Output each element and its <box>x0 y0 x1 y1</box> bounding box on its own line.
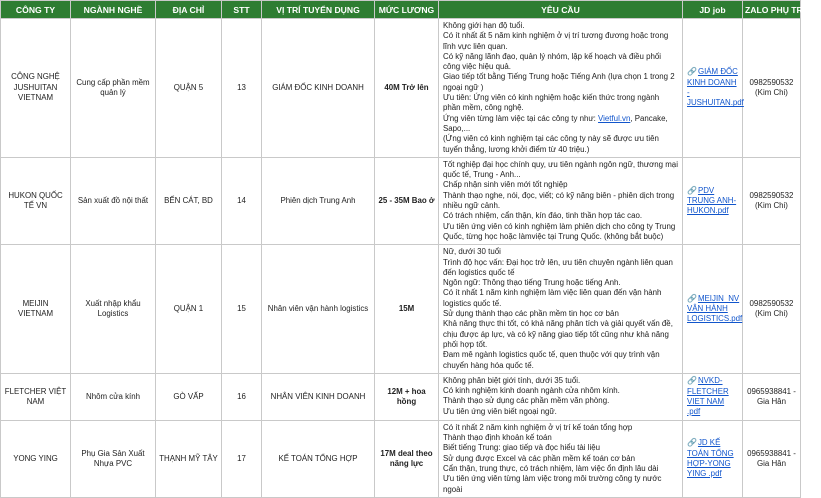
header-row <box>1 1 801 19</box>
table-row <box>1 19 801 158</box>
industry-cell: Cung cấp phần mềm quản lý <box>71 19 156 158</box>
jd-cell[interactable] <box>683 157 743 244</box>
jd-link[interactable]: MEIJIN_NV VẬN HÀNH LOGISTICS.pdf <box>687 293 743 324</box>
requirement-line: Trình độ học vấn: Đại học trở lên, ưu tiên chuyên ngành liên quan đến logistics quốc tế <box>443 257 673 277</box>
requirement-line: Thành thạo định khoản kế toán <box>443 433 552 443</box>
requirement-line: Tốt nghiệp đại học chính quy, ưu tiên ngành ngôn ngữ, thương mại quốc tế, Trung - Anh... <box>443 159 678 180</box>
industry-cell: Xuất nhập khẩu Logistics <box>71 245 156 374</box>
salary-cell: 40M Trở lên <box>375 19 439 158</box>
address-cell: BẾN CÁT, BD <box>156 157 222 244</box>
company-cell: MEIJIN VIETNAM <box>1 245 71 374</box>
vietful-link[interactable]: Vietful.vn <box>598 113 631 123</box>
position-cell: Phiên dịch Trung Anh <box>262 157 375 244</box>
contact-cell: 0982590532 (Kim Chi) <box>743 245 801 374</box>
jd-link[interactable]: GIÁM ĐỐC KINH DOANH - JUSHUITAN.pdf <box>687 67 744 108</box>
requirement-line-with-link <box>443 114 678 135</box>
requirement-line: Không phân biệt giới tính, dưới 35 tuổi. <box>443 375 581 385</box>
table-row <box>1 245 801 374</box>
company-cell: CÔNG NGHỆ JUSHUITAN VIETNAM <box>1 19 71 158</box>
header-stt: STT <box>222 1 262 19</box>
requirement-line: Có trách nhiệm, cẩn thận, kín đáo, tinh thần hợp tác cao. <box>443 211 643 221</box>
jd-link[interactable]: PDV TRUNG ANH-HUKON.pdf <box>687 185 737 216</box>
header-requirements: YÊU CẦU <box>439 1 683 19</box>
table-row <box>1 157 801 244</box>
requirement-line: Đam mê ngành logistics quốc tế, quen thuộc với quy trình vận chuyển hàng hóa quốc tế. <box>443 350 660 370</box>
requirement-line: Thành thạo sử dụng các phần mềm văn phòng. <box>443 396 610 406</box>
requirements-cell <box>439 245 683 374</box>
company-cell: YONG YING <box>1 420 71 497</box>
attachment-icon: 🔗 <box>687 438 697 448</box>
requirement-text: Ứng viên từng làm việc tại các công ty như: <box>443 113 599 123</box>
industry-cell: Nhôm cửa kính <box>71 373 156 420</box>
requirement-line: Nữ, dưới 30 tuổi <box>443 247 501 257</box>
address-cell: QUẬN 5 <box>156 19 222 158</box>
requirement-line: Chấp nhận sinh viên mới tốt nghiệp <box>443 180 568 190</box>
position-cell: KẾ TOÁN TỔNG HỢP <box>262 420 375 497</box>
attachment-icon: 🔗 <box>687 293 697 303</box>
requirement-line: Ưu tiên ứng viên từng làm việc trong môi trường công ty nước ngoài <box>443 474 662 494</box>
position-cell: NHÂN VIÊN KINH DOANH <box>262 373 375 420</box>
jd-cell[interactable] <box>683 373 743 420</box>
table-row <box>1 373 801 420</box>
header-address: ĐỊA CHỈ <box>156 1 222 19</box>
header-contact: ZALO PHỤ TRÁCH <box>743 1 801 19</box>
requirements-cell <box>439 157 683 244</box>
requirements-cell <box>439 420 683 497</box>
requirement-line: Có ít nhất ất 5 năm kinh nghiệm ở vị trí tương đương hoặc trong lĩnh vực liên quan. <box>443 31 669 51</box>
requirement-line: Ngôn ngữ: Thông thạo tiếng Trung hoặc tiếng Anh. <box>443 278 621 288</box>
address-cell: THẠNH MỸ TÂY <box>156 420 222 497</box>
requirement-line: Thành thạo nghe, nói, đọc, viết; có kỹ năng biên - phiên dịch trong nhiều ngữ cảnh. <box>443 190 675 211</box>
requirement-line: (Ứng viên có kinh nghiệm tại các công ty này sẽ được ưu tiên tuyển thẳng, lương khởi điểm từ 40 triệu.) <box>443 134 659 154</box>
stt-cell: 15 <box>222 245 262 374</box>
requirement-line: Biết tiếng Trung: giao tiếp và đọc hiểu tài liệu <box>443 443 601 453</box>
requirement-line: Cẩn thận, trung thực, có trách nhiệm, làm việc ổn định lâu dài <box>443 463 659 473</box>
industry-cell: Phụ Gia Sản Xuất Nhựa PVC <box>71 420 156 497</box>
jd-cell[interactable] <box>683 245 743 374</box>
requirement-line: Sử dụng thành thạo các phần mềm tin học cơ bản <box>443 309 619 319</box>
contact-cell: 0982590532 (Kim Chi) <box>743 19 801 158</box>
stt-cell: 14 <box>222 157 262 244</box>
contact-cell: 0965938841 - Gia Hân <box>743 373 801 420</box>
company-cell: FLETCHER VIỆT NAM <box>1 373 71 420</box>
requirement-line: Giao tiếp tốt bằng Tiếng Trung hoặc Tiếng Anh (lựa chọn 1 trong 2 ngoại ngữ ) <box>443 72 675 92</box>
position-cell: Nhân viên vận hành logistics <box>262 245 375 374</box>
header-company: CÔNG TY <box>1 1 71 19</box>
attachment-icon: 🔗 <box>687 185 697 195</box>
address-cell: QUẬN 1 <box>156 245 222 374</box>
attachment-icon: 🔗 <box>687 376 697 386</box>
jd-link[interactable]: JD KẾ TOÁN TỔNG HỢP-YONG YING .pdf <box>687 438 734 479</box>
contact-cell: 0965938841 - Gia Hân <box>743 420 801 497</box>
requirement-line: Ưu tiên ứng viên có kinh nghiệm làm phiên dịch cho công ty Trung Quốc, từng học hoặc làmviệc tại Trung Quốc. (không bắt buộc) <box>443 221 676 241</box>
requirements-cell <box>439 373 683 420</box>
company-cell: HUKON QUỐC TẾ VN <box>1 157 71 244</box>
header-industry: NGÀNH NGHỀ <box>71 1 156 19</box>
stt-cell: 16 <box>222 373 262 420</box>
jd-link[interactable]: NVKD-FLETCHER VIET NAM .pdf <box>687 376 729 417</box>
header-position: VỊ TRÍ TUYỂN DỤNG <box>262 1 375 19</box>
requirement-line: Ưu tiên ứng viên biết ngoại ngữ. <box>443 406 557 416</box>
salary-cell: 17M deal theo năng lực <box>375 420 439 497</box>
requirement-line: Có ít nhất 2 năm kinh nghiệm ở vị trí kế toán tổng hợp <box>443 422 633 432</box>
requirement-line: Sử dụng được Excel và các phần mềm kế toán cơ bản <box>443 453 635 463</box>
salary-cell: 15M <box>375 245 439 374</box>
industry-cell: Sản xuất đồ nội thất <box>71 157 156 244</box>
jd-cell[interactable] <box>683 420 743 497</box>
salary-cell: 25 - 35M Bao ở <box>375 157 439 244</box>
address-cell: GÒ VẤP <box>156 373 222 420</box>
requirements-cell <box>439 19 683 158</box>
requirement-text: , Pancake, Sapo,... <box>443 113 668 133</box>
requirement-line: Không giới hạn độ tuổi. <box>443 21 525 30</box>
header-jd: JD job <box>683 1 743 19</box>
requirement-line: Có kỹ năng lãnh đạo, quản lý nhóm, lập kế hoạch và điều phối công việc hiệu quả. <box>443 51 662 72</box>
header-salary: MỨC LƯƠNG <box>375 1 439 19</box>
requirement-line: Có ít nhất 1 năm kinh nghiệm làm việc liên quan đến vận hành logistics quốc tế. <box>443 288 662 308</box>
position-cell: GIÁM ĐỐC KINH DOANH <box>262 19 375 158</box>
contact-cell: 0982590532 (Kim Chi) <box>743 157 801 244</box>
salary-cell: 12M + hoa hồng <box>375 373 439 420</box>
requirement-line: Có kinh nghiệm kinh doanh ngành cửa nhôm kính. <box>443 386 620 396</box>
requirement-line: Ưu tiên: Ứng viên có kinh nghiệm hoặc kiến thức trong ngành phần mềm, công nghệ. <box>443 93 660 113</box>
jd-cell[interactable] <box>683 19 743 158</box>
stt-cell: 13 <box>222 19 262 158</box>
stt-cell: 17 <box>222 420 262 497</box>
attachment-icon: 🔗 <box>687 67 697 77</box>
requirement-line: Khả năng thực thi tốt, có khả năng phân tích và giải quyết vấn đề, chịu được áp lực, và có kỹ năng giao tiếp tốt cũng như khả năng phối hợp tốt. <box>443 319 673 349</box>
table-row <box>1 420 801 497</box>
